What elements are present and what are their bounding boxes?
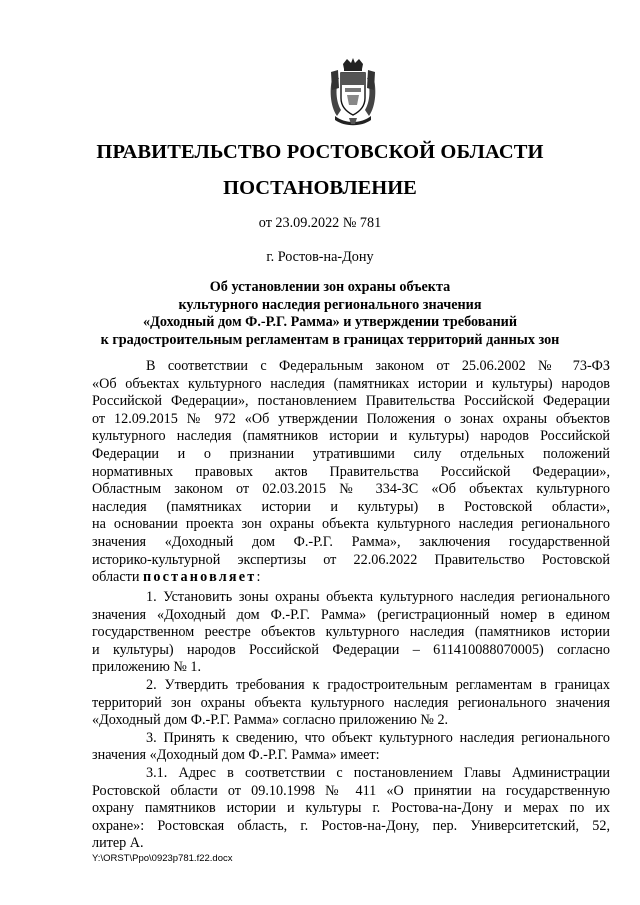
item-3-1-line: литер А. (92, 835, 144, 852)
item-3-line: значения «Доходный дом Ф.-Р.Г. Рамма» имеет: (92, 747, 380, 764)
item-3-1-line: охране»: Ростовская область, г. Ростов-на-Дону, пер. Университетский, 52, (92, 817, 610, 834)
coat-of-arms-icon (327, 58, 379, 128)
document-date-number: от 23.09.2022 № 781 (258, 215, 382, 231)
preamble-line: историко-культурной экспертизы от 22.06.2022 Правительство Ростовской (92, 551, 610, 568)
heading-line: Об установлении зон охраны объекта (209, 279, 451, 295)
preamble-final-prefix: области (92, 569, 143, 586)
item-3-line: 3. Принять к сведению, что объект культурного наследия регионального (146, 729, 610, 746)
preamble-line: Российской Федерации», постановлением Правительства Российской Федерации (92, 393, 610, 410)
preamble-line: значения «Доходный дом Ф.-Р.Г. Рамма», заключения государственной (92, 533, 610, 550)
item-2-line: «Доходный дом Ф.-Р.Г. Рамма» согласно приложению № 2. (92, 712, 449, 729)
preamble-line: культурного наследия (памятников истории и культуры) народов Российской (92, 428, 610, 445)
preamble-line: В соответствии с Федеральным законом от 25.06.2002 № 73-ФЗ (146, 358, 610, 374)
organization-title: ПРАВИТЕЛЬСТВО РОСТОВСКОЙ ОБЛАСТИ (96, 141, 544, 163)
file-path-footer: Y:\ORST\Ppo\0923p781.f22.docx (92, 853, 233, 864)
item-1-line: приложению № 1. (92, 659, 202, 676)
heading-line: «Доходный дом Ф.-Р.Г. Рамма» и утверждении требований (142, 314, 518, 331)
item-1-line: государственном реестре объектов культурного наследия (памятников истории (92, 624, 610, 641)
document-city: г. Ростов-на-Дону (266, 249, 374, 265)
document-heading (60, 279, 600, 349)
item-1-line: и культуры) народов Российской Федерации – 611410088070005) согласно (92, 641, 610, 658)
preamble-line: наследия (памятниках истории и культуры) в Ростовской области», (92, 498, 610, 515)
preamble-line: нормативных правовых актов Правительства Российской Федерации», (92, 463, 610, 480)
item-1-line: 1. Установить зоны охраны объекта культурного наследия регионального (146, 589, 610, 605)
item-3-1-line: охрану памятников истории и культуры г. Ростова-на-Дону и мерах по их (92, 800, 610, 817)
preamble-line: на основании проекта зон охраны объекта культурного наследия регионального (92, 516, 610, 533)
preamble-line: Федерации и о признании утратившими силу отдельных положений (92, 445, 610, 462)
preamble-paragraph (92, 358, 610, 587)
heading-line: культурного наследия регионального значения (178, 296, 482, 313)
item-2-line: территорий зон охраны объекта культурного наследия регионального значения (92, 694, 610, 711)
decree-keyword: постановляет (142, 569, 257, 586)
item-1-line: значения «Доходный дом Ф.-Р.Г. Рамма» (регистрационный номер в едином (92, 606, 610, 623)
decree-items (92, 589, 610, 853)
preamble-line: от 12.09.2015 № 972 «Об утверждении Положения о зонах охраны объектов (92, 410, 610, 427)
preamble-line: Областным законом от 02.03.2015 № 334-ЗС «Об объектах культурного (92, 481, 610, 498)
preamble-final-suffix: : (256, 569, 261, 586)
preamble-final-line (92, 569, 610, 587)
document-type-title: ПОСТАНОВЛЕНИЕ (223, 177, 417, 199)
preamble-line: «Об объектах культурного наследия (памятниках истории и культуры) народов (92, 375, 610, 392)
heading-line: к градостроительным регламентам в границах территорий данных зон (100, 331, 560, 348)
item-2-line: 2. Утвердить требования к градостроительным регламентам в границах (146, 676, 610, 693)
item-3-1-line: Ростовской области от 09.10.1998 № 411 «О принятии на государственную (92, 782, 610, 799)
item-3-1-line: 3.1. Адрес в соответствии с постановлением Главы Администрации (146, 764, 610, 781)
